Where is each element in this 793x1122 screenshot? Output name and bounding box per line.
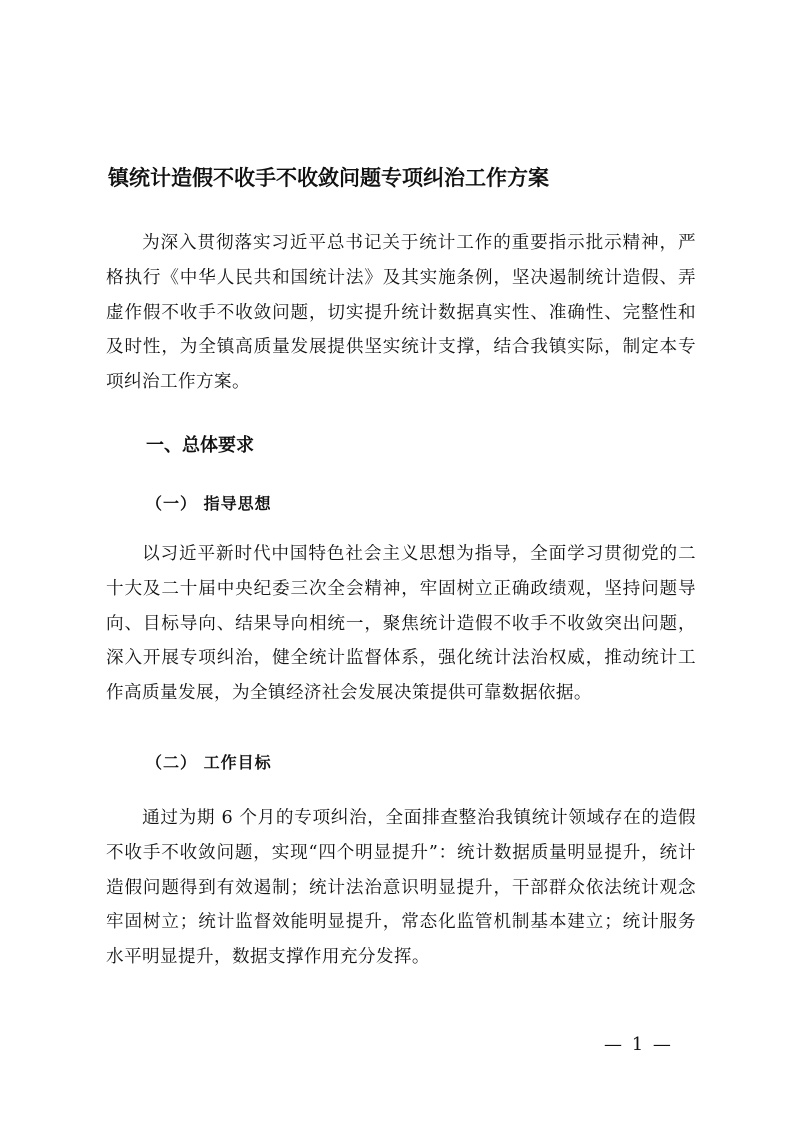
intro-paragraph: 为深入贯彻落实习近平总书记关于统计工作的重要指示批示精神，严格执行《中华人民共和国统计法》及其实施条例，坚决遏制统计造假、弄虚作假不收手不收敛问题，切实提升统计数据真实性、准确性、完整性和及时性，为全镇高质量发展提供坚实统计支撑，结合我镇实际，制定本专项纠治工作方案。 (106, 233, 696, 393)
section-heading-general-requirements: 一、总体要求 (146, 435, 254, 456)
work-objectives-paragraph: 通过为期 6 个月的专项纠治，全面排查整治我镇统计领域存在的造假不收手不收敛问题，实现“四个明显提升”：统计数据质量明显提升，统计造假问题得到有效遏制；统计法治意识明显提升，干部群众依法统计观念牢固树立；统计监督效能明显提升，常态化监管机制基本建立；统计服务水平明显提升，数据支撑作用充分发挥。 (106, 808, 696, 968)
page-number: — 1 — (604, 1034, 673, 1055)
guiding-ideology-paragraph: 以习近平新时代中国特色社会主义思想为指导，全面学习贯彻党的二十大及二十届中央纪委三次全会精神，牢固树立正确政绩观，坚持问题导向、目标导向、结果导向相统一，聚焦统计造假不收手不收敛突出问题，深入开展专项纠治，健全统计监督体系，强化统计法治权威，推动统计工作高质量发展，为全镇经济社会发展决策提供可靠数据依据。 (106, 544, 696, 704)
subsection-heading-work-objectives: （二） 工作目标 (146, 753, 272, 772)
document-title: 镇统计造假不收手不收敛问题专项纠治工作方案 (108, 166, 549, 190)
subsection-heading-guiding-ideology: （一） 指导思想 (146, 494, 272, 513)
